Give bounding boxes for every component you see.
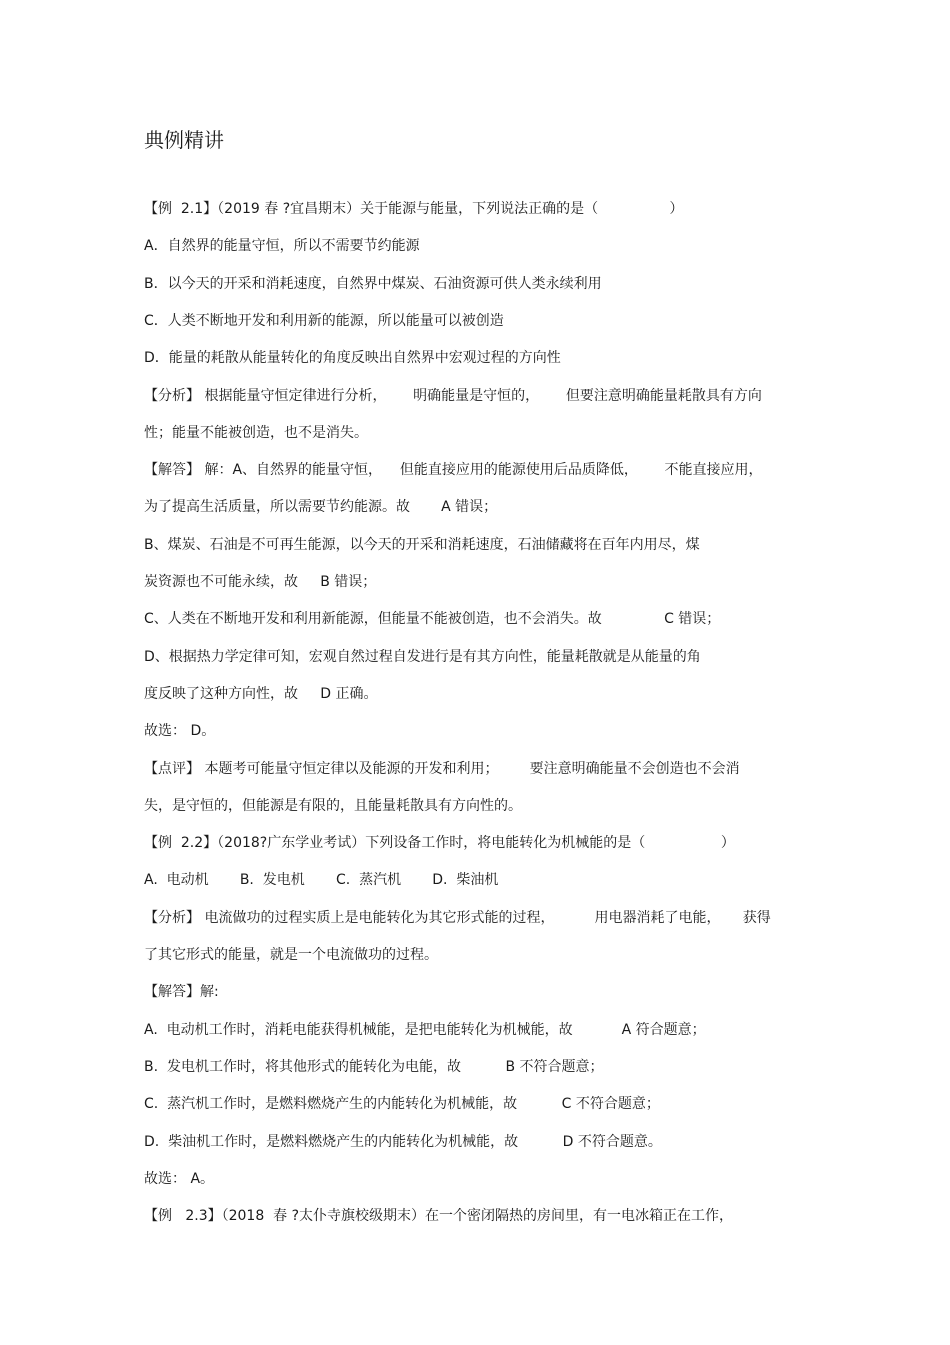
text-line: 【点评】 本题考可能量守恒定律以及能源的开发和利用； 要注意明确能量不会创造也不会消 xyxy=(144,761,740,777)
text-line: 了其它形式的能量，就是一个电流做功的过程。 xyxy=(144,947,438,963)
text-line: D. 柴油机工作时，是燃料燃烧产生的内能转化为机械能，故 D 不符合题意。 xyxy=(144,1134,662,1150)
text-line: B．以今天的开采和消耗速度，自然界中煤炭、石油资源可供人类永续利用 xyxy=(144,276,602,292)
text-line: 【分析】 电流做功的过程实质上是电能转化为其它形式能的过程， 用电器消耗了电能， 获得 xyxy=(144,910,771,926)
text-line: 【例 2.2】（2018?广东学业考试）下列设备工作时，将电能转化为机械能的是（ ） xyxy=(144,835,735,851)
text-line: 【例 2.3】（2018 春 ?太仆寺旗校级期末）在一个密闭隔热的房间里，有一电冰箱正在工作， xyxy=(144,1208,734,1224)
text-line: B. 发电机工作时，将其他形式的能转化为电能，故 B 不符合题意； xyxy=(144,1059,604,1075)
text-line: 【解答】解: xyxy=(144,984,219,1000)
text-line: C. 蒸汽机工作时，是燃料燃烧产生的内能转化为机械能，故 C 不符合题意； xyxy=(144,1096,660,1112)
text-line: 为了提高生活质量，所以需要节约能源。故 A 错误； xyxy=(144,499,498,515)
text-line: B、煤炭、石油是不可再生能源，以今天的开采和消耗速度，石油储藏将在百年内用尽，煤 xyxy=(144,537,700,553)
text-line: 【解答】 解：A、自然界的能量守恒， 但能直接应用的能源使用后品质降低， 不能直接应用， xyxy=(144,462,763,478)
section-title: 典例精讲 xyxy=(144,128,224,152)
text-line: 炭资源也不可能永续，故 B 错误； xyxy=(144,574,377,590)
text-line: A．自然界的能量守恒，所以不需要节约能源 xyxy=(144,238,420,254)
text-line: 失，是守恒的，但能源是有限的，且能量耗散具有方向性的。 xyxy=(144,798,522,814)
text-line: D、根据热力学定律可知，宏观自然过程自发进行是有其方向性，能量耗散就是从能量的角 xyxy=(144,649,701,665)
text-line: A. 电动机工作时，消耗电能获得机械能，是把电能转化为机械能，故 A 符合题意； xyxy=(144,1022,706,1038)
text-line: C．人类不断地开发和利用新的能源，所以能量可以被创造 xyxy=(144,313,504,329)
text-line: 性；能量不能被创造，也不是消失。 xyxy=(144,425,368,441)
text-line: 【例 2.1】（2019 春 ?宜昌期末）关于能源与能量，下列说法正确的是（ ） xyxy=(144,201,684,217)
text-line: 故选： D。 xyxy=(144,723,216,739)
text-line: A. 电动机 B. 发电机 C. 蒸汽机 D. 柴油机 xyxy=(144,872,499,888)
text-line: 【分析】 根据能量守恒定律进行分析， 明确能量是守恒的， 但要注意明确能量耗散具有方向 xyxy=(144,388,762,404)
text-line: 度反映了这种方向性，故 D 正确。 xyxy=(144,686,378,702)
text-line: 故选： A。 xyxy=(144,1171,215,1187)
text-line: C、人类在不断地开发和利用新能源，但能量不能被创造，也不会消失。故 C 错误； xyxy=(144,611,721,627)
text-line: D．能量的耗散从能量转化的角度反映出自然界中宏观过程的方向性 xyxy=(144,350,561,366)
